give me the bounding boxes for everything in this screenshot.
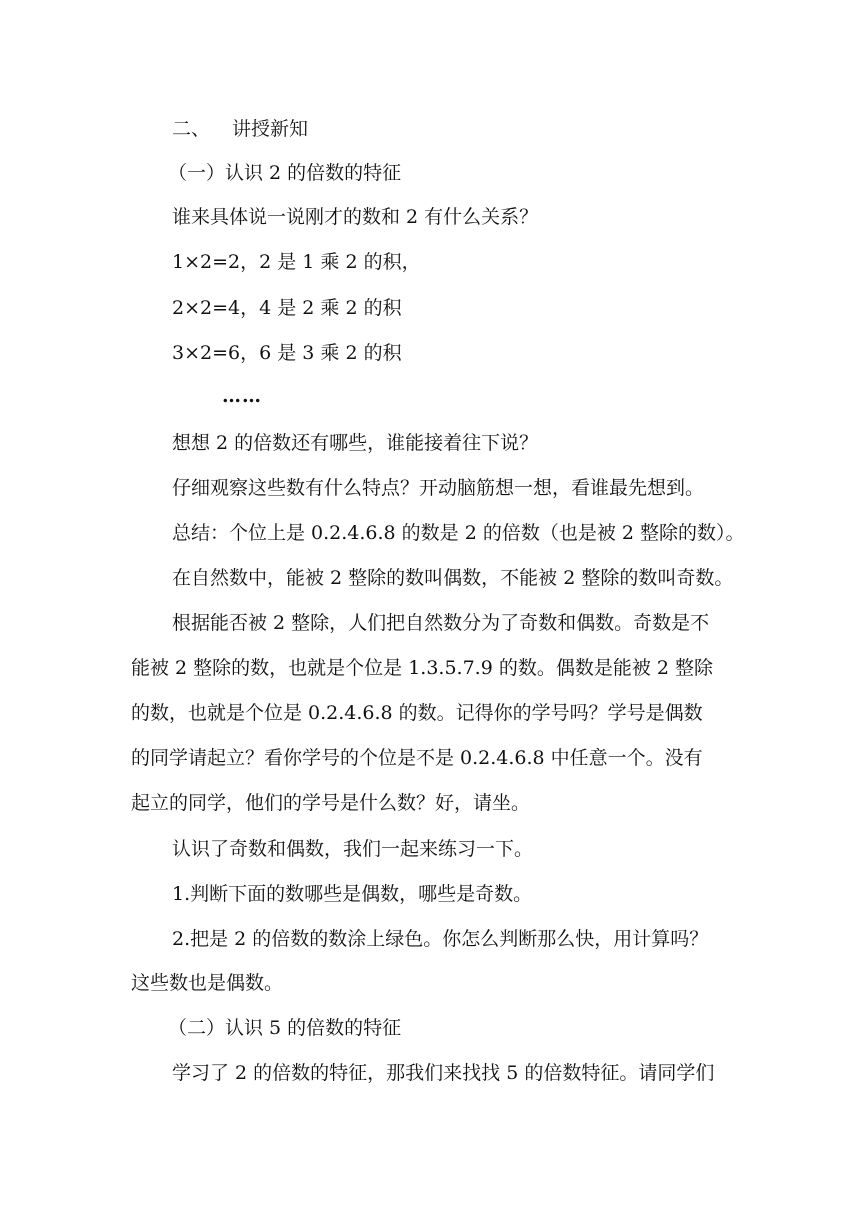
ellipsis: …… — [222, 385, 262, 407]
question-line-2: 想想 2 的倍数还有哪些，谁能接着往下说？ — [172, 432, 539, 454]
exercise-line-2: 2.把是 2 的倍数的数涂上绿色。你怎么判断那么快，用计算吗？ — [172, 928, 709, 950]
section-heading — [172, 117, 308, 141]
paragraph-line-2: 能被 2 整除的数，也就是个位是 1.3.5.7.9 的数。偶数是能被 2 整除 — [131, 657, 714, 679]
paragraph-line-3: 的数，也就是个位是 0.2.4.6.8 的数。记得你的学号吗？学号是偶数 — [131, 702, 703, 724]
equation-line-1: 1×2=2，2 是 1 乘 2 的积， — [172, 251, 421, 273]
final-paragraph-line-1: 学习了 2 的倍数的特征，那我们来找找 5 的倍数特征。请同学们 — [172, 1062, 715, 1084]
subsection-heading-1: （一）认识 2 的倍数的特征 — [168, 162, 402, 184]
paragraph-line-1: 根据能否被 2 整除，人们把自然数分为了奇数和偶数。奇数是不 — [172, 612, 710, 634]
definition-line: 在自然数中，能被 2 整除的数叫偶数，不能被 2 整除的数叫奇数。 — [172, 567, 734, 589]
exercise-line-2-continued: 这些数也是偶数。 — [131, 972, 284, 994]
paragraph-line-5: 起立的同学，他们的学号是什么数？好，请坐。 — [131, 792, 531, 814]
equation-line-2: 2×2=4，4 是 2 乘 2 的积 — [172, 297, 402, 319]
question-line-3: 仔细观察这些数有什么特点？开动脑筋想一想，看谁最先想到。 — [172, 477, 705, 499]
paragraph-line-4: 的同学请起立？看你学号的个位是不是 0.2.4.6.8 中任意一个。没有 — [131, 747, 703, 769]
summary-line: 总结：个位上是 0.2.4.6.8 的数是 2 的倍数（也是被 2 整除的数）。 — [172, 522, 745, 544]
practice-intro-line: 认识了奇数和偶数，我们一起来练习一下。 — [172, 838, 534, 860]
exercise-line-1: 1.判断下面的数哪些是偶数，哪些是奇数。 — [172, 883, 533, 905]
section-heading-text: 讲授新知 — [232, 118, 309, 140]
equation-line-3: 3×2=6，6 是 3 乘 2 的积 — [172, 342, 402, 364]
question-line-1: 谁来具体说一说刚才的数和 2 有什么关系？ — [172, 206, 539, 228]
subsection-heading-2: （二）认识 5 的倍数的特征 — [168, 1017, 402, 1039]
section-heading-number: 二、 — [172, 118, 211, 140]
